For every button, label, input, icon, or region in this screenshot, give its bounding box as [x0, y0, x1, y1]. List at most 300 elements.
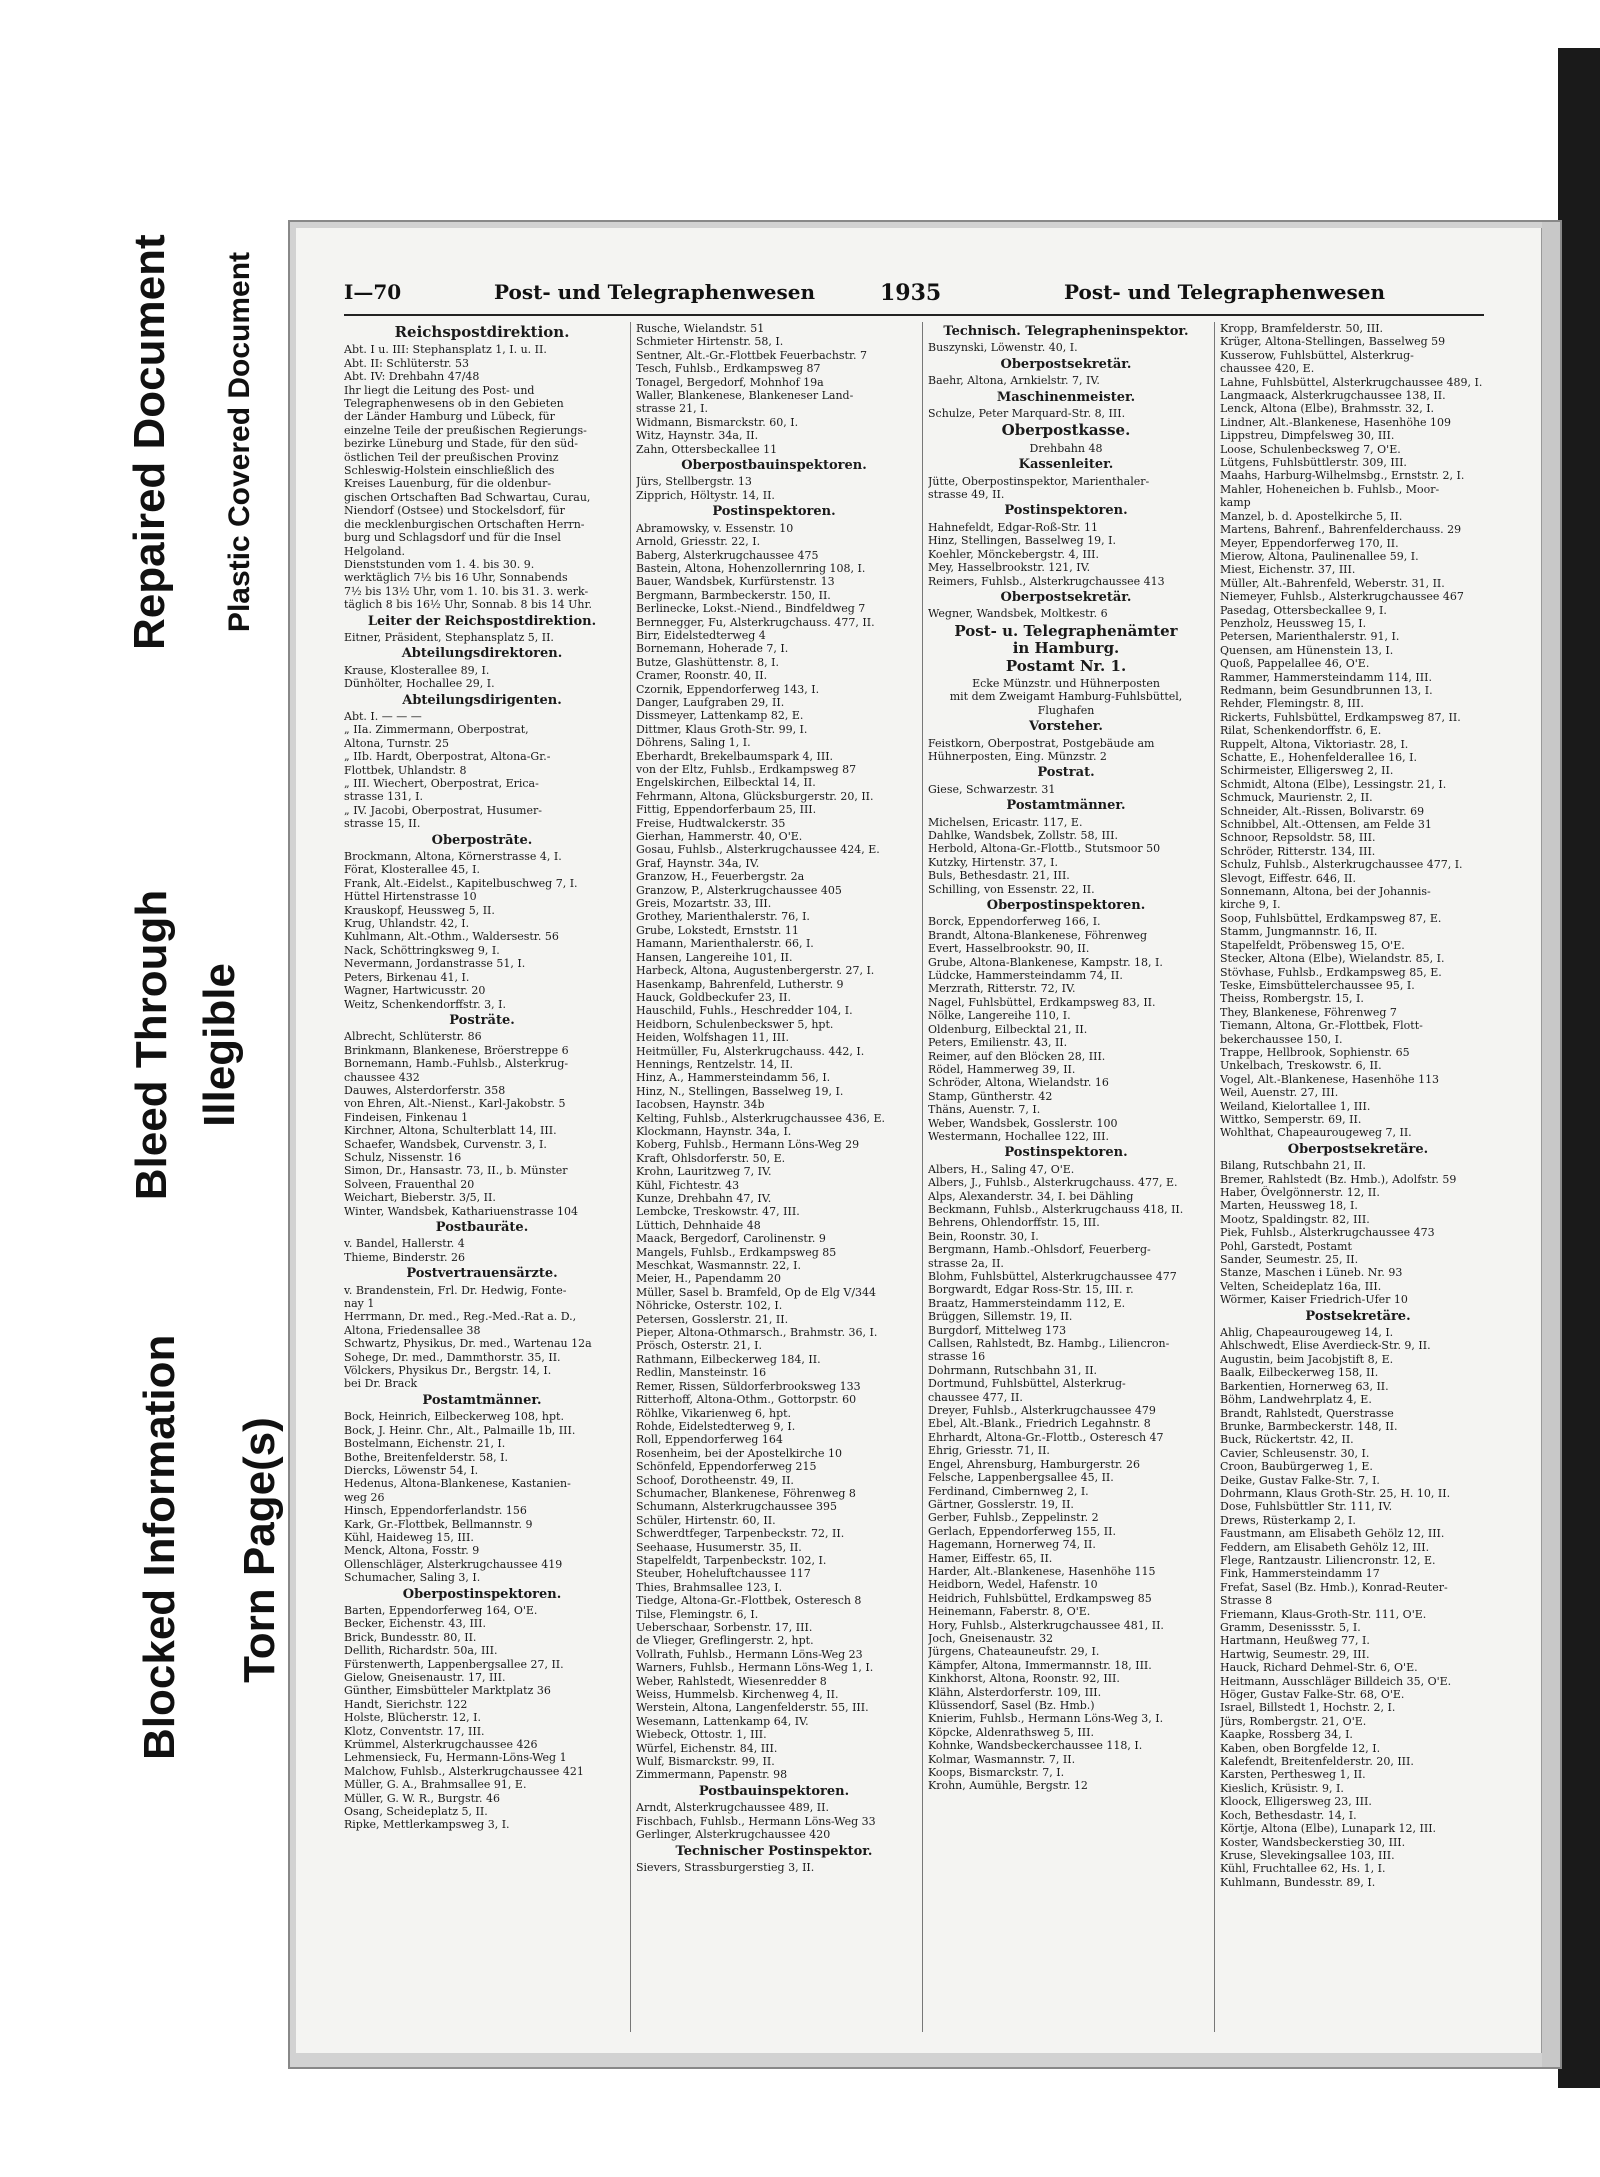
directory-entry: Harder, Alt.-Blankenese, Hasenhöhe 115: [928, 1564, 1156, 1578]
directory-entry: Haber, Övelgönnerstr. 12, II.: [1220, 1186, 1380, 1199]
directory-entry: Velten, Scheideplatz 16a, III.: [1220, 1279, 1382, 1293]
section-heading: Postbauräte.: [435, 1220, 529, 1235]
directory-entry: Penzholz, Heussweg 15, I.: [1220, 616, 1367, 630]
directory-entry: Fürstenwerth, Lappenbergsallee 27, II.: [344, 1657, 564, 1671]
directory-entry: Schnibbel, Alt.-Ottensen, am Felde 31: [1220, 818, 1432, 832]
directory-entry: Kühl, Fruchtallee 62, Hs. 1, I.: [1220, 1862, 1386, 1876]
directory-entry: „ III. Wiechert, Oberpostrat, Erica-: [344, 777, 539, 790]
directory-entry: Sentner, Alt.-Gr.-Flottbek Feuerbachstr. 7: [636, 348, 868, 362]
directory-entry: Fittig, Eppendorferbaum 25, III.: [636, 803, 817, 817]
directory-entry: Niemeyer, Fuhlsb., Alsterkrugchaussee 467: [1220, 590, 1464, 604]
directory-entry: Kloock, Elligersweg 23, III.: [1220, 1795, 1372, 1809]
column-1: [344, 322, 620, 2032]
directory-entry: weg 26: [344, 1490, 385, 1504]
directory-entry: Eberhardt, Brekelbaumspark 4, III.: [636, 749, 834, 763]
directory-entry: Hauschild, Fuhls., Heschredder 104, I.: [636, 1004, 853, 1018]
directory-entry: Schröder, Altona, Wielandstr. 16: [928, 1076, 1109, 1090]
section-heading: Oberpostrāte.: [431, 832, 533, 848]
directory-entry: Schmidt, Altona (Elbe), Lessingstr. 21, I.: [1220, 777, 1447, 791]
directory-entry: Koops, Bismarckstr. 7, I.: [928, 1766, 1065, 1780]
directory-entry: Berlinecke, Lokst.-Niend., Bindfeldweg 7: [636, 602, 866, 616]
column-separator: [630, 322, 631, 2032]
directory-entry: Hory, Fuhlsb., Alsterkrugchaussee 481, II.: [928, 1618, 1164, 1632]
directory-entry: Petersen, Gosslerstr. 21, II.: [636, 1312, 789, 1326]
directory-entry: Menck, Altona, Fosstr. 9: [344, 1544, 480, 1558]
directory-entry: Weichart, Bieberstr. 3/5, II.: [344, 1191, 496, 1205]
directory-entry: Schilling, von Essenstr. 22, II.: [928, 882, 1095, 896]
directory-entry: der Länder Hamburg und Lübeck, für: [344, 410, 555, 424]
directory-entry: nay 1: [344, 1297, 375, 1311]
directory-entry: Evert, Hasselbrookstr. 90, II.: [928, 942, 1090, 956]
directory-entry: Graf, Haynstr. 34a, IV.: [636, 856, 760, 870]
directory-entry: Schumacher, Blankenese, Föhrenweg 8: [636, 1486, 856, 1500]
directory-entry: Schirmeister, Elligersweg 2, II.: [1220, 764, 1394, 778]
directory-entry: Hartmann, Heußweg 77, I.: [1220, 1634, 1370, 1648]
directory-entry: Stanze, Maschen i Lüneb. Nr. 93: [1220, 1266, 1403, 1280]
directory-entry: Schaefer, Wandsbek, Curvenstr. 3, I.: [344, 1137, 547, 1151]
directory-entry: Gramm, Desenissstr. 5, I.: [1220, 1621, 1361, 1634]
directory-entry: Lenck, Altona (Elbe), Brahmsstr. 32, I.: [1220, 402, 1435, 416]
directory-entry: Herrmann, Dr. med., Reg.-Med.-Rat a. D.,: [344, 1310, 577, 1324]
directory-entry: Redmann, beim Gesundbrunnen 13, I.: [1220, 683, 1433, 697]
directory-entry: v. Brandenstein, Frl. Dr. Hedwig, Fonte-: [344, 1283, 567, 1297]
directory-entry: Giese, Schwarzestr. 31: [928, 782, 1056, 796]
column-3: [928, 322, 1204, 2032]
directory-entry: Rilat, Schenkendorffstr. 6, E.: [1220, 724, 1382, 738]
directory-entry: Braatz, Hammersteindamm 112, E.: [928, 1296, 1126, 1310]
directory-entry: Burgdorf, Mittelweg 173: [928, 1323, 1067, 1337]
section-heading: Postinspektoren.: [1004, 1145, 1128, 1161]
directory-entry: Schoof, Dorotheenstr. 49, II.: [636, 1473, 794, 1487]
directory-entry: Lüdcke, Hammersteindamm 74, II.: [928, 969, 1123, 983]
directory-entry: Weiland, Kielortallee 1, III.: [1220, 1099, 1371, 1113]
directory-entry: Pasedag, Ottersbeckallee 9, I.: [1220, 603, 1387, 617]
directory-entry: Zipprich, Höltystr. 14, II.: [636, 488, 775, 502]
directory-entry: Kalefendt, Breitenfelderstr. 20, III.: [1220, 1755, 1414, 1769]
directory-entry: Ahlschwedt, Elise Averdieck-Str. 9, II.: [1220, 1339, 1431, 1353]
directory-entry: Weil, Auenstr. 27, III.: [1220, 1086, 1339, 1100]
directory-entry: Lahne, Fuhlsbüttel, Alsterkrugchaussee 489, I.: [1220, 375, 1483, 389]
directory-entry: Merzrath, Ritterstr. 72, IV.: [928, 982, 1076, 996]
directory-entry: Kaapke, Rossberg 34, I.: [1220, 1728, 1353, 1742]
directory-entry: Kirchner, Altona, Schulterblatt 14, III.: [344, 1124, 557, 1138]
directory-entry: Seehaase, Husumerstr. 35, II.: [636, 1540, 802, 1554]
directory-entry: Mootz, Spaldingstr. 82, III.: [1220, 1212, 1370, 1226]
directory-entry: Stecker, Altona (Elbe), Wielandstr. 85, I.: [1220, 952, 1445, 966]
directory-entry: kamp: [1220, 496, 1251, 510]
directory-entry: strasse 15, II.: [344, 817, 421, 831]
directory-entry: Wulf, Bismarckstr. 99, II.: [636, 1755, 775, 1769]
directory-entry: Schröder, Ritterstr. 134, III.: [1220, 844, 1376, 858]
directory-entry: Kühl, Haideweg 15, III.: [344, 1530, 474, 1544]
directory-entry: Pieper, Altona-Othmarsch., Brahmstr. 36, I.: [636, 1326, 878, 1340]
directory-entry: Danger, Laufgraben 29, II.: [636, 695, 785, 709]
directory-entry: Eitner, Präsident, Stephansplatz 5, II.: [344, 630, 554, 644]
directory-entry: gischen Ortschaften Bad Schwartau, Curau,: [344, 490, 591, 504]
directory-entry: Rusche, Wielandstr. 51: [636, 322, 765, 335]
directory-entry: Piek, Fuhlsb., Alsterkrugchaussee 473: [1220, 1226, 1435, 1240]
directory-entry: Jütte, Oberpostinspektor, Marienthaler-: [928, 474, 1150, 488]
directory-entry: Reimer, auf den Blöcken 28, III.: [928, 1049, 1106, 1063]
directory-entry: Tilse, Flemingstr. 6, I.: [636, 1607, 759, 1621]
directory-entry: Lüttich, Dehnhaide 48: [636, 1218, 761, 1232]
directory-entry: burg und Schlagsdorf und für die Insel: [344, 531, 561, 545]
section-heading: Oberpostsekretär.: [1000, 589, 1132, 605]
directory-entry: Dittmer, Klaus Groth-Str. 99, I.: [636, 722, 808, 736]
directory-entry: Ritterhoff, Altona-Othm., Gottorpstr. 60: [636, 1393, 857, 1407]
directory-entry: Behrens, Ohlendorffstr. 15, III.: [928, 1216, 1100, 1230]
directory-entry: Karsten, Perthesweg 1, II.: [1220, 1768, 1366, 1782]
directory-entry: täglich 8 bis 16½ Uhr, Sonnab. 8 bis 14 Uhr.: [344, 598, 593, 612]
directory-entry: Beckmann, Fuhlsb., Alsterkrugchauss 418, II.: [928, 1202, 1184, 1216]
directory-entry: Kuhlmann, Bundesstr. 89, I.: [1220, 1875, 1376, 1889]
directory-entry: Sievers, Strassburgerstieg 3, II.: [636, 1860, 815, 1874]
column-separator: [1214, 322, 1215, 2032]
directory-entry: chaussee 477, II.: [928, 1390, 1023, 1404]
directory-entry: Schulz, Nissenstr. 16: [344, 1150, 462, 1164]
directory-entry: Kusserow, Fuhlsbüttel, Alsterkrug-: [1220, 348, 1414, 362]
directory-entry: Schüler, Hirtenstr. 60, II.: [636, 1513, 776, 1527]
directory-entry: östlichen Teil der preußischen Provinz: [344, 450, 559, 464]
section-heading: Oberpostsekretär.: [1000, 356, 1132, 372]
directory-entry: Helgoland.: [344, 544, 405, 558]
directory-entry: Teske, Eimsbüttelerchaussee 95, I.: [1220, 978, 1415, 992]
directory-entry: Wesemann, Lattenkamp 64, IV.: [636, 1714, 809, 1728]
section-heading: Postsekretäre.: [1305, 1308, 1411, 1324]
directory-entry: Dienststunden vom 1. 4. bis 30. 9.: [344, 557, 535, 571]
directory-entry: Diercks, Löwenstr 54, I.: [344, 1463, 479, 1477]
section-heading: Postrat.: [1037, 765, 1095, 781]
directory-entry: Gierhan, Hammerstr. 40, O'E.: [636, 830, 803, 844]
directory-entry: Jürs, Rombergstr. 21, O'E.: [1220, 1714, 1367, 1728]
directory-entry: Lehmensieck, Fu, Hermann-Löns-Weg 1: [344, 1751, 567, 1765]
section-heading: Postinspektoren.: [1004, 503, 1128, 519]
directory-entry: Becker, Eichenstr. 43, III.: [344, 1617, 486, 1631]
directory-entry: Müller, Sasel b. Bramfeld, Op de Elg V/344: [636, 1285, 877, 1299]
directory-entry: einzelne Teile der preußischen Regierungs-: [344, 423, 587, 437]
directory-entry: bekerchaussee 150, I.: [1220, 1032, 1343, 1046]
directory-entry: Höger, Gustav Falke-Str. 68, O'E.: [1220, 1688, 1405, 1702]
directory-entry: Harbeck, Altona, Augustenbergerstr. 27, I.: [636, 964, 875, 978]
directory-entry: strasse 16: [928, 1350, 986, 1364]
directory-entry: Osang, Scheideplatz 5, II.: [344, 1805, 488, 1819]
directory-entry: Faustmann, am Elisabeth Gehölz 12, III.: [1220, 1527, 1445, 1541]
directory-entry: Fischbach, Fuhlsb., Hermann Löns-Weg 33: [636, 1814, 876, 1828]
directory-entry: Dünhölter, Hochallee 29, I.: [344, 677, 495, 691]
directory-entry: Schmieter Hirtenstr. 58, I.: [636, 335, 784, 349]
directory-entry: Schulze, Peter Marquard-Str. 8, III.: [928, 407, 1126, 421]
directory-entry: Bock, Heinrich, Eilbeckerweg 108, hpt.: [344, 1410, 564, 1424]
directory-entry: Nöhricke, Osterstr. 102, I.: [636, 1299, 783, 1313]
directory-entry: von der Eltz, Fuhlsb., Erdkampsweg 87: [636, 763, 857, 776]
directory-entry: Zimmermann, Papenstr. 98: [636, 1768, 788, 1782]
directory-entry: Drews, Rüsterkamp 2, I.: [1220, 1513, 1356, 1527]
directory-entry: Heidborn, Wedel, Hafenstr. 10: [928, 1578, 1098, 1592]
directory-entry: Bock, J. Heinr. Chr., Alt., Palmaille 1b, III.: [344, 1423, 576, 1437]
directory-entry: Hauck, Richard Dehmel-Str. 6, O'E.: [1220, 1661, 1418, 1675]
directory-entry: Hüttel Hirtenstrasse 10: [344, 890, 477, 904]
section-heading: Kassenleiter.: [1018, 457, 1114, 473]
directory-entry: Knierim, Fuhlsb., Hermann Löns-Weg 3, I.: [928, 1712, 1164, 1726]
directory-entry: Kolmar, Wasmannstr. 7, II.: [928, 1752, 1076, 1766]
directory-entry: Hinz, Stellingen, Basselweg 19, I.: [928, 534, 1116, 548]
directory-entry: Fink, Hammersteindamm 17: [1220, 1567, 1380, 1581]
directory-entry: Ahlig, Chapeaurougeweg 14, I.: [1220, 1326, 1394, 1340]
directory-entry: Krug, Uhlandstr. 42, I.: [344, 917, 470, 931]
section-heading: Postbauinspektoren.: [698, 1783, 850, 1799]
directory-entry: Schmuck, Maurienstr. 2, II.: [1220, 791, 1373, 805]
directory-entry: Heiden, Wolfshagen 11, III.: [636, 1031, 789, 1045]
directory-entry: Werstein, Altona, Langenfelderstr. 55, III.: [636, 1701, 869, 1715]
scan-border: [1558, 48, 1600, 2088]
directory-entry: Winter, Wandsbek, Kathariuenstrasse 104: [344, 1204, 579, 1218]
header-year: 1935: [880, 280, 942, 306]
directory-entry: Ehrig, Griesstr. 71, II.: [928, 1444, 1050, 1458]
directory-entry: Weber, Rahlstedt, Wiesenredder 8: [636, 1674, 827, 1688]
directory-entry: Reimers, Fuhlsb., Alsterkrugchaussee 413: [928, 574, 1165, 588]
directory-entry: Abt. I u. III: Stephansplatz 1, I. u. II.: [344, 343, 547, 357]
directory-entry: Gerlach, Eppendorferweg 155, II.: [928, 1524, 1116, 1538]
directory-entry: kirche 9, I.: [1220, 898, 1281, 912]
directory-entry: Soop, Fuhlsbüttel, Erdkampsweg 87, E.: [1220, 911, 1442, 925]
directory-entry: Heidrich, Fuhlsbüttel, Erdkampsweg 85: [928, 1591, 1152, 1605]
directory-entry: Malchow, Fuhlsb., Alsterkrugchaussee 421: [344, 1764, 584, 1778]
label-blocked-information: Blocked Information: [135, 1334, 184, 1760]
directory-entry: Lütgens, Fuhlsbüttlerstr. 309, III.: [1220, 456, 1407, 470]
directory-entry: Kark, Gr.-Flottbek, Bellmannstr. 9: [344, 1517, 533, 1531]
directory-entry: Weitz, Schenkendorffstr. 3, I.: [344, 997, 506, 1011]
directory-entry: werktäglich 7½ bis 16 Uhr, Sonnabends: [344, 571, 568, 585]
directory-entry: bei Dr. Brack: [344, 1377, 418, 1391]
directory-entry: Schatte, E., Hohenfelderallee 16, I.: [1220, 751, 1417, 764]
directory-entry: Redlin, Mansteinstr. 16: [636, 1366, 767, 1380]
directory-entry: Solveen, Frauenthal 20: [344, 1177, 475, 1191]
label-illegible: Illegible: [195, 963, 244, 1127]
directory-entry: Buck, Rückertstr. 42, II.: [1220, 1433, 1354, 1447]
directory-entry: Dellith, Richardstr. 50a, III.: [344, 1644, 498, 1658]
directory-entry: Kohnke, Wandsbeckerchaussee 118, I.: [928, 1739, 1143, 1753]
directory-entry: Arnold, Griesstr. 22, I.: [636, 535, 761, 549]
section-heading: Postamtmänner.: [1006, 798, 1126, 814]
major-heading: in Hamburg.: [1012, 639, 1120, 658]
header-rule: [344, 314, 1484, 316]
directory-entry: Quensen, am Hünenstein 13, I.: [1220, 643, 1394, 657]
directory-entry: Handt, Sierichstr. 122: [344, 1697, 468, 1711]
directory-entry: Kuhlmann, Alt.-Othm., Waldersestr. 56: [344, 930, 559, 944]
directory-entry: Joch, Gneisenaustr. 32: [928, 1631, 1054, 1645]
directory-entry: „ IIa. Zimmermann, Oberpostrat,: [344, 723, 529, 737]
directory-entry: Cramer, Roonstr. 40, II.: [636, 669, 768, 683]
directory-entry: Croon, Baubürgerweg 1, E.: [1220, 1460, 1373, 1474]
directory-entry: Brockmann, Altona, Körnerstrasse 4, I.: [344, 850, 562, 864]
directory-entry: Müller, Alt.-Bahrenfeld, Weberstr. 31, II.: [1220, 576, 1445, 590]
directory-entry: Nack, Schöttringksweg 9, I.: [344, 943, 500, 957]
directory-entry: Iacobsen, Haynstr. 34b: [636, 1098, 765, 1112]
directory-entry: Stamm, Jungmannstr. 16, II.: [1220, 925, 1378, 939]
directory-entry: Barkentien, Hornerweg 63, II.: [1220, 1379, 1389, 1393]
directory-entry: Hagemann, Hornerweg 74, II.: [928, 1538, 1096, 1552]
directory-entry: Mahler, Hoheneichen b. Fuhlsb., Moor-: [1220, 482, 1440, 496]
page-edge-strip: [1542, 222, 1560, 2067]
directory-entry: Feddern, am Elisabeth Gehölz 12, III.: [1220, 1540, 1430, 1554]
directory-entry: Kinkhorst, Altona, Roonstr. 92, III.: [928, 1672, 1120, 1686]
directory-entry: Schwerdtfeger, Tarpenbeckstr. 72, II.: [636, 1527, 845, 1541]
directory-entry: Albrecht, Schlüterstr. 86: [344, 1030, 482, 1044]
section-heading: Oberpostinspektoren.: [986, 898, 1146, 914]
directory-entry: Vogel, Alt.-Blankenese, Hasenhöhe 113: [1220, 1072, 1440, 1086]
directory-entry: Bein, Roonstr. 30, I.: [928, 1229, 1039, 1243]
directory-entry: Bauer, Wandsbek, Kurfürstenstr. 13: [636, 575, 835, 589]
directory-entry: Ripke, Mettlerkampsweg 3, I.: [344, 1818, 510, 1832]
directory-entry: Tiemann, Altona, Gr.-Flottbek, Flott-: [1220, 1019, 1423, 1033]
directory-entry: Krauskopf, Heussweg 5, II.: [344, 903, 495, 917]
directory-entry: Trappe, Hellbrook, Sophienstr. 65: [1220, 1045, 1410, 1059]
directory-entry: Weiss, Hummelsb. Kirchenweg 4, II.: [636, 1688, 839, 1702]
directory-entry: Kraft, Ohlsdorferstr. 50, E.: [636, 1151, 786, 1165]
directory-entry: die mecklenburgischen Ortschaften Herrn-: [344, 517, 585, 531]
scanned-page-frame: [288, 220, 1562, 2069]
directory-entry: Grothey, Marienthalerstr. 76, I.: [636, 910, 810, 924]
section-heading: Abteilungsdirigenten.: [402, 692, 562, 708]
directory-entry: Klotz, Conventstr. 17, III.: [344, 1724, 485, 1738]
section-heading: Abteilungsdirektoren.: [401, 646, 563, 662]
directory-entry: Blohm, Fuhlsbüttel, Alsterkrugchaussee 477: [928, 1270, 1177, 1283]
header-left-title: Post- und Telegraphenwesen: [494, 280, 816, 304]
directory-entry: v. Bandel, Hallerstr. 4: [344, 1237, 465, 1251]
directory-entry: Langmaack, Alsterkrugchaussee 138, II.: [1220, 389, 1446, 403]
section-heading: Oberpostsekretäre.: [1287, 1141, 1429, 1157]
directory-entry: Thieme, Binderstr. 26: [344, 1250, 465, 1264]
directory-entry: Wegner, Wandsbek, Moltkestr. 6: [928, 607, 1108, 621]
directory-entry: Cavier, Schleusenstr. 30, I.: [1220, 1446, 1370, 1460]
section-heading: Technisch. Telegrapheninspektor.: [943, 324, 1189, 339]
directory-entry: Dose, Fuhlsbüttler Str. 111, IV.: [1220, 1500, 1393, 1514]
directory-entry: Ueberschaar, Sorbenstr. 17, III.: [636, 1621, 813, 1634]
section-heading: Technischer Postinspektor.: [675, 1843, 873, 1859]
directory-entry: Nevermann, Jordanstrasse 51, I.: [344, 957, 526, 971]
directory-entry: Dahlke, Wandsbek, Zollstr. 58, III.: [928, 829, 1118, 842]
directory-entry: Freise, Hudtwalckerstr. 35: [636, 816, 786, 830]
directory-entry: Hedenus, Altona-Blankenese, Kastanien-: [344, 1477, 571, 1491]
directory-entry: Schneider, Alt.-Rissen, Bolivarstr. 69: [1220, 804, 1425, 818]
directory-entry: Wohlthat, Chapeaurougeweg 7, II.: [1220, 1126, 1412, 1140]
directory-entry: Kruse, Slevekingsallee 103, III.: [1220, 1848, 1395, 1862]
header-right-title: Post- und Telegraphenwesen: [1064, 280, 1386, 304]
directory-entry: Buls, Bethesdastr. 21, III.: [928, 869, 1070, 883]
directory-entry: Heitmann, Ausschläger Billdeich 35, O'E.: [1220, 1674, 1452, 1688]
directory-entry: Herbold, Altona-Gr.-Flottb., Stutsmoor 50: [928, 842, 1161, 856]
directory-entry: Bremer, Rahlstedt (Bz. Hmb.), Adolfstr. 59: [1220, 1172, 1457, 1186]
directory-entry: Marten, Heussweg 18, I.: [1220, 1199, 1358, 1213]
directory-entry: Hansen, Langereihe 101, II.: [636, 950, 793, 964]
directory-entry: Kelting, Fuhlsb., Alsterkrugchaussee 436, E.: [636, 1111, 886, 1125]
directory-entry: Krause, Klosterallee 89, I.: [344, 663, 490, 677]
directory-entry: Alps, Alexanderstr. 34, I. bei Dähling: [928, 1189, 1134, 1203]
directory-entry: Birr, Eidelstedterweg 4: [636, 628, 766, 642]
directory-entry: Koehler, Mönckebergstr. 4, III.: [928, 547, 1099, 561]
directory-entry: Dortmund, Fuhlsbüttel, Alsterkrug-: [928, 1377, 1126, 1391]
directory-entry: Schumacher, Saling 3, I.: [344, 1571, 481, 1585]
directory-entry: Klähn, Alsterdorferstr. 109, III.: [928, 1685, 1102, 1699]
directory-entry: Hinz, A., Hammersteindamm 56, I.: [636, 1071, 831, 1085]
section-heading: Leiter der Reichspostdirektion.: [367, 613, 597, 629]
directory-entry: Granzow, H., Feuerbergstr. 2a: [636, 870, 805, 884]
section-heading: Postamtmänner.: [422, 1392, 542, 1408]
directory-entry: Jürs, Stellbergstr. 13: [636, 475, 752, 489]
major-heading: Post- u. Telegraphenämter: [954, 621, 1178, 640]
directory-entry: Gielow, Gneisenaustr. 17, III.: [344, 1671, 506, 1684]
directory-entry: Callsen, Rahlstedt, Bz. Hambg., Liliencron-: [928, 1337, 1170, 1351]
directory-entry: Gärtner, Gosslerstr. 19, II.: [928, 1497, 1074, 1511]
directory-entry: Hauck, Goldbeckufer 23, II.: [636, 990, 791, 1004]
directory-entry: Brinkmann, Blankenese, Bröerstreppe 6: [344, 1043, 569, 1057]
directory-entry: Krohn, Lauritzweg 7, IV.: [636, 1165, 772, 1179]
label-repaired-document: Repaired Document: [125, 234, 174, 650]
directory-entry: Engelskirchen, Eilbecktal 14, II.: [636, 776, 816, 790]
directory-entry: Koch, Bethesdastr. 14, I.: [1220, 1808, 1357, 1822]
directory-entry: Rohde, Eidelstedterweg 9, I.: [636, 1419, 796, 1433]
directory-entry: Warners, Fuhlsb., Hermann Löns-Weg 1, I.: [636, 1661, 874, 1675]
label-torn-pages: Torn Page(s): [235, 1417, 284, 1683]
document-page: [296, 228, 1544, 2053]
directory-entry: Abt. I. — — —: [344, 709, 422, 723]
directory-entry: Petersen, Marienthalerstr. 91, I.: [1220, 630, 1400, 644]
section-heading: Postvertrauensärzte.: [406, 1266, 558, 1282]
directory-entry: Ruppelt, Altona, Viktoriastr. 28, I.: [1220, 737, 1409, 751]
directory-entry: de Vlieger, Greflingerstr. 2, hpt.: [636, 1634, 814, 1648]
directory-entry: Schwartz, Physikus, Dr. med., Wartenau 12a: [344, 1337, 592, 1351]
directory-entry: Augustin, beim Jacobjstift 8, E.: [1220, 1352, 1394, 1366]
directory-entry: Rosenheim, bei der Apostelkirche 10: [636, 1446, 842, 1460]
directory-entry: Döhrens, Saling 1, I.: [636, 736, 751, 750]
directory-entry: Waller, Blankenese, Blankeneser Land-: [636, 389, 854, 403]
directory-entry: Michelsen, Ericastr. 117, E.: [928, 815, 1083, 829]
directory-entry: Maahs, Harburg-Wilhelmsbg., Ernststr. 2, I.: [1220, 469, 1465, 483]
directory-entry: Oldenburg, Eilbecktal 21, II.: [928, 1022, 1088, 1036]
directory-entry: Deike, Gustav Falke-Str. 7, I.: [1220, 1473, 1380, 1487]
directory-entry: Krohn, Aumühle, Bergstr. 12: [928, 1779, 1088, 1793]
directory-entry: Tesch, Fuhlsb., Erdkampsweg 87: [636, 362, 821, 376]
directory-entry: Ihr liegt die Leitung des Post- und: [344, 383, 535, 397]
directory-entry: Bornemann, Hoherade 7, I.: [636, 642, 789, 656]
directory-entry: They, Blankenese, Föhrenweg 7: [1220, 1005, 1397, 1019]
section-heading: Oberpostinspektoren.: [402, 1586, 562, 1602]
page-number: I—70: [344, 280, 402, 304]
directory-entry: Felsche, Lappenbergsallee 45, II.: [928, 1471, 1114, 1485]
page-header: [344, 280, 1484, 312]
directory-entry: Günther, Eimsbütteler Marktplatz 36: [344, 1684, 551, 1698]
directory-entry: Thies, Brahmsallee 123, I.: [636, 1580, 783, 1594]
directory-entry: strasse 2a, II.: [928, 1256, 1004, 1270]
section-heading: Vorsteher.: [1029, 719, 1103, 735]
directory-entry: Dissmeyer, Lattenkamp 82, E.: [636, 709, 804, 723]
address-line: Ecke Münzstr. und Hühnerposten: [972, 676, 1160, 690]
directory-entry: Friemann, Klaus-Groth-Str. 111, O'E.: [1220, 1607, 1427, 1621]
directory-entry: Altona, Friedensallee 38: [344, 1323, 481, 1337]
directory-entry: Peters, Birkenau 41, I.: [344, 970, 470, 984]
directory-entry: Pohl, Garstedt, Postamt: [1220, 1239, 1352, 1253]
directory-entry: Krüger, Altona-Stellingen, Basselweg 59: [1220, 335, 1446, 349]
directory-entry: Kunze, Drehbahn 47, IV.: [636, 1192, 772, 1205]
directory-entry: Dohrmann, Klaus Groth-Str. 25, H. 10, II.: [1220, 1486, 1451, 1500]
column-4: [1220, 322, 1496, 2032]
directory-entry: Brick, Bundesstr. 80, II.: [344, 1630, 477, 1644]
directory-entry: Kämpfer, Altona, Immermannstr. 18, III.: [928, 1658, 1152, 1672]
directory-entry: Peters, Emilienstr. 43, II.: [928, 1036, 1068, 1050]
directory-entry: Sander, Seumestr. 25, II.: [1220, 1253, 1359, 1267]
directory-entry: Albers, J., Fuhlsb., Alsterkrugchauss. 477, E.: [928, 1176, 1178, 1190]
directory-entry: Krümmel, Alsterkrugchaussee 426: [344, 1738, 538, 1752]
